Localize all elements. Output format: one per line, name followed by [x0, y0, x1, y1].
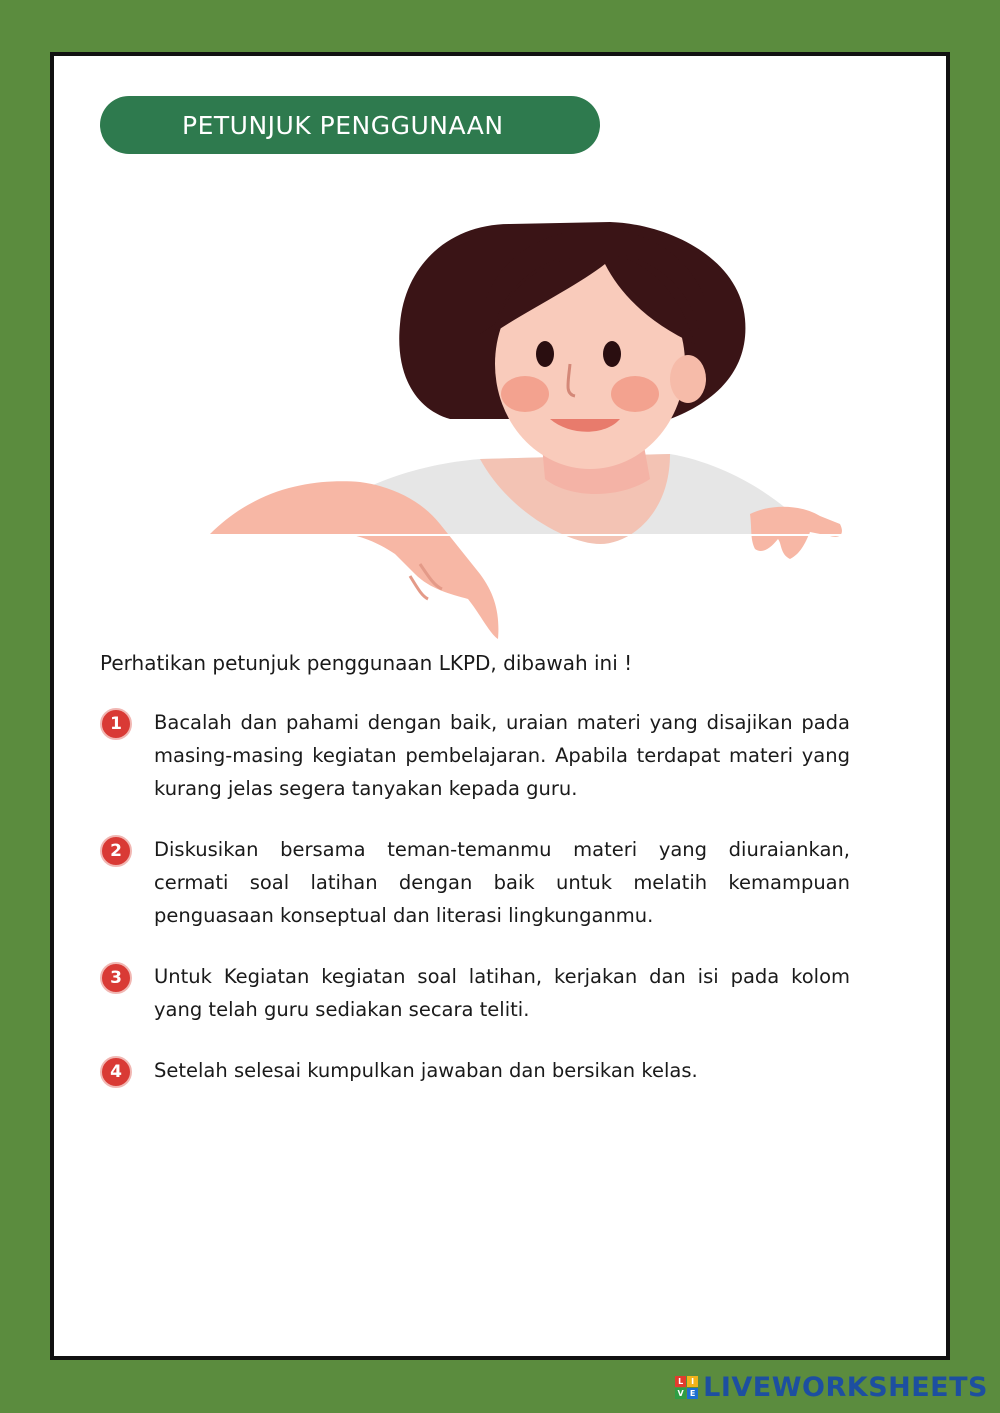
- logo-mark-letter: I: [687, 1376, 698, 1387]
- step-number-badge: 1: [100, 708, 132, 740]
- instruction-intro: Perhatikan petunjuk penggunaan LKPD, dibawah ini !: [100, 651, 633, 675]
- step-text: Bacalah dan pahami dengan baik, uraian materi yang disajikan pada masing-masing kegiatan pembelajaran. Apabila terdapat materi yang kurang jelas segera tanyakan kepada guru.: [154, 711, 850, 800]
- step-text: Setelah selesai kumpulkan jawaban dan bersikan kelas.: [154, 1059, 698, 1082]
- liveworksheets-logo-text: LIVEWORKSHEETS: [703, 1372, 988, 1403]
- liveworksheets-logo-icon: [675, 1376, 698, 1399]
- step-text: Diskusikan bersama teman-temanmu materi yang diuraiankan, cermati soal latihan dengan baik untuk melatih kemampuan penguasaan konseptual dan literasi lingkunganmu.: [154, 838, 850, 927]
- logo-mark-letter: E: [687, 1388, 698, 1399]
- page-title: PETUNJUK PENGGUNAAN: [100, 96, 600, 154]
- instruction-steps: [100, 706, 850, 1115]
- step-item-3: [100, 960, 850, 1026]
- step-number-badge: 3: [100, 962, 132, 994]
- step-text: Untuk Kegiatan kegiatan soal latihan, kerjakan dan isi pada kolom yang telah guru sediakan secara teliti.: [154, 965, 850, 1021]
- logo-mark-letter: V: [675, 1388, 686, 1399]
- step-item-4: [100, 1054, 850, 1087]
- step-item-1: [100, 706, 850, 805]
- worksheet-page: [50, 52, 950, 1360]
- step-number-badge: 4: [100, 1056, 132, 1088]
- liveworksheets-logo[interactable]: [675, 1372, 988, 1403]
- teacher-pointing-illustration: [150, 214, 850, 654]
- logo-mark-letter: L: [675, 1376, 686, 1387]
- step-number-badge: 2: [100, 835, 132, 867]
- step-item-2: [100, 833, 850, 932]
